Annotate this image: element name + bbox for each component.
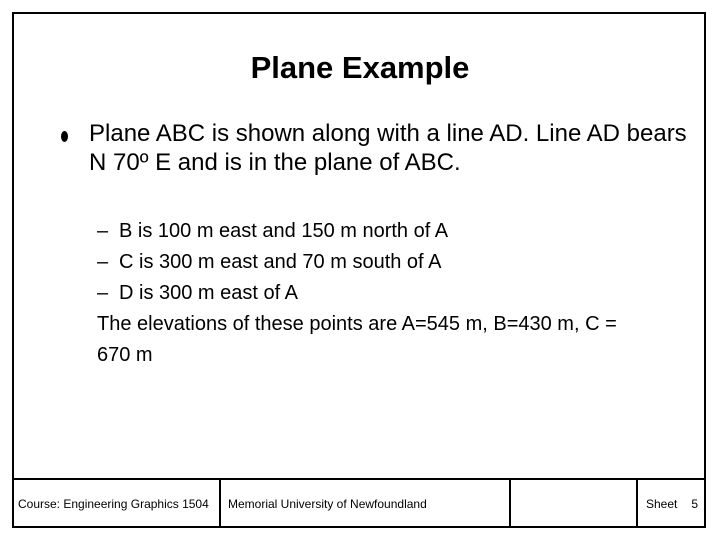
slide-title: Plane Example xyxy=(250,50,470,85)
elevations-note: The elevations of these points are A=545 m, B=430 m, C = 670 m xyxy=(97,313,617,366)
bullet-text: Plane ABC is shown along with a line AD. Line AD bears N 70º E and is in the plane of ABC. xyxy=(89,120,687,176)
footer-blank-cell xyxy=(511,480,638,528)
sub-list xyxy=(97,216,448,309)
footer-sheet xyxy=(638,480,704,528)
sheet-label: Sheet xyxy=(646,497,678,511)
footer xyxy=(12,478,706,528)
bullet-icon xyxy=(61,131,68,142)
sheet-number: 5 xyxy=(691,497,699,511)
dash-icon: – xyxy=(97,282,109,304)
sub-item xyxy=(97,247,448,278)
footer-course: Course: Engineering Graphics 1504 xyxy=(12,480,221,528)
sub-item-text: C is 300 m east and 70 m south of A xyxy=(119,251,442,273)
sub-item-text: B is 100 m east and 150 m north of A xyxy=(119,220,449,242)
dash-icon: – xyxy=(97,251,109,273)
sub-item xyxy=(97,278,448,309)
sub-item xyxy=(97,216,448,247)
dash-icon: – xyxy=(97,220,109,242)
sub-item-text: D is 300 m east of A xyxy=(119,282,298,304)
footer-university: Memorial University of Newfoundland xyxy=(221,480,511,528)
